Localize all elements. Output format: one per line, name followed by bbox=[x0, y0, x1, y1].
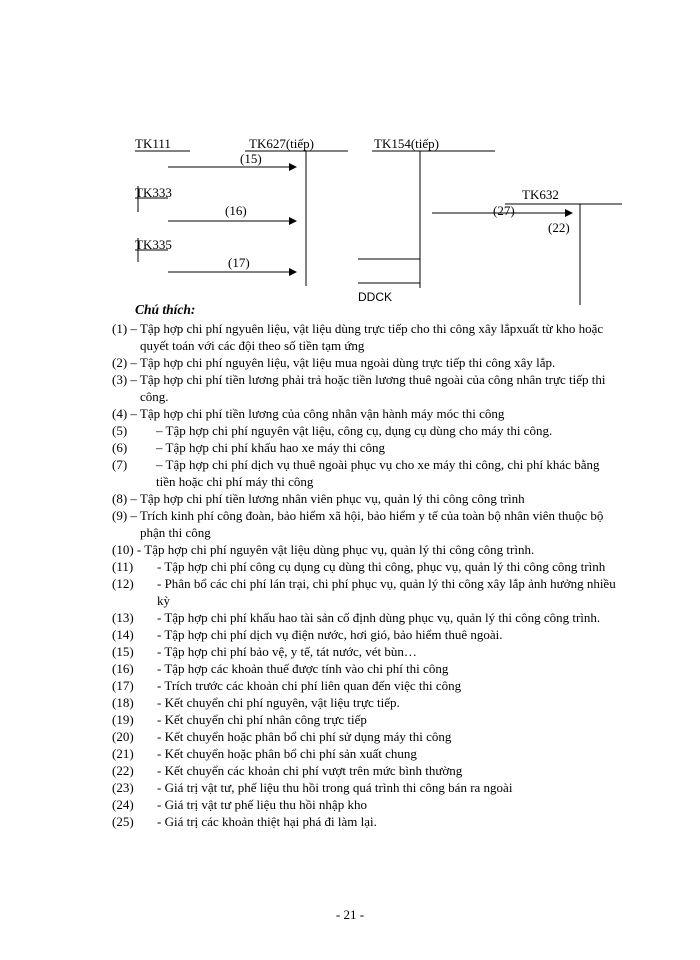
note-number: (16) bbox=[112, 661, 134, 676]
note-number: (13) bbox=[112, 610, 134, 625]
note-item bbox=[112, 762, 617, 779]
note-text: - Giá trị vật tư phế liệu thu hồi nhập kho bbox=[157, 797, 367, 812]
note-item bbox=[112, 558, 617, 575]
note-item bbox=[112, 490, 617, 507]
note-text: (2) – Tập hợp chi phí nguyên liệu, vật liệu mua ngoài dùng trực tiếp thi công xây lắp. bbox=[112, 355, 556, 370]
note-number: (17) bbox=[112, 678, 134, 693]
note-item bbox=[112, 456, 617, 490]
note-text: (10) - Tập hợp chi phí nguyên vật liệu dùng phục vụ, quản lý thi công công trình. bbox=[112, 542, 535, 557]
note-number: (23) bbox=[112, 780, 134, 795]
note-item bbox=[112, 813, 617, 830]
note-item bbox=[112, 371, 617, 405]
note-item bbox=[112, 575, 617, 609]
note-number: (22) bbox=[112, 763, 134, 778]
note-text: – Tập hợp chi phí dịch vụ thuê ngoài phục vụ cho xe máy thi công, chi phí khác bằng tiền hoặc chi phí máy thi công bbox=[156, 457, 600, 489]
note-number: (21) bbox=[112, 746, 134, 761]
note-text: – Tập hợp chi phí nguyên vật liệu, công cụ, dụng cụ dùng cho máy thi công. bbox=[156, 423, 553, 438]
tk111-label: TK111 bbox=[135, 136, 171, 151]
note-text: - Phân bổ các chi phí lán trại, chi phí phục vụ, quản lý thi công xây lắp ảnh hưởng nhiều kỳ bbox=[157, 576, 616, 608]
page-number: - 21 - bbox=[335, 907, 365, 922]
note-number: (5) bbox=[112, 423, 128, 438]
note-text: (9) – Trích kinh phí công đoàn, bảo hiểm xã hội, bảo hiểm y tế của toàn bộ nhân viên thuộc bộ phận thi công bbox=[112, 508, 604, 540]
note-number: (14) bbox=[112, 627, 134, 642]
tk335-label: TK335 bbox=[135, 237, 172, 252]
note-number: (6) bbox=[112, 440, 128, 455]
note-item bbox=[112, 796, 617, 813]
note-item bbox=[112, 405, 617, 422]
note-text: (8) – Tập hợp chi phí tiền lương nhân viên phục vụ, quản lý thi công công trình bbox=[112, 491, 525, 506]
notes-title: Chú thích: bbox=[135, 302, 196, 317]
note-item bbox=[112, 660, 617, 677]
note-text: - Tập hợp chi phí bảo vệ, y tế, tát nước, vét bùn… bbox=[157, 644, 417, 659]
note-item bbox=[112, 541, 617, 558]
tk333-label: TK333 bbox=[135, 185, 172, 200]
note-text: - Kết chuyển các khoản chi phí vượt trên mức bình thường bbox=[157, 763, 463, 778]
note-number: (19) bbox=[112, 712, 134, 727]
note-item bbox=[112, 320, 617, 354]
note-text: - Kết chuyển chi phí nguyên, vật liệu trực tiếp. bbox=[157, 695, 400, 710]
ddck-label: DDCK bbox=[358, 290, 393, 304]
note-number: (20) bbox=[112, 729, 134, 744]
note-text: – Tập hợp chi phí khấu hao xe máy thi công bbox=[156, 440, 386, 455]
arrow-17-label: (17) bbox=[228, 255, 250, 270]
notes-list bbox=[112, 320, 617, 830]
arrow-15-label: (15) bbox=[240, 151, 262, 166]
note-item bbox=[112, 609, 617, 626]
arrow-16-label: (16) bbox=[225, 203, 247, 218]
note-number: (24) bbox=[112, 797, 134, 812]
note-item bbox=[112, 626, 617, 643]
note-item bbox=[112, 643, 617, 660]
note-text: - Giá trị vật tư, phế liệu thu hồi trong quá trình thi công bán ra ngoài bbox=[157, 780, 513, 795]
note-item bbox=[112, 694, 617, 711]
arrow-27-label: (27) bbox=[493, 203, 515, 218]
note-number: (25) bbox=[112, 814, 134, 829]
note-text: - Kết chuyển hoặc phân bổ chi phí sản xuất chung bbox=[157, 746, 417, 761]
note-number: (18) bbox=[112, 695, 134, 710]
note-text: - Kết chuyển hoặc phân bổ chi phí sử dụng máy thi công bbox=[157, 729, 452, 744]
note-item bbox=[112, 439, 617, 456]
note-item bbox=[112, 779, 617, 796]
note-item bbox=[112, 507, 617, 541]
note-text: (1) – Tập hợp chi phí ngyuên liệu, vật liệu dùng trực tiếp cho thi công xây lắpxuất từ kho hoặc quyết toán với các đội theo số tiền tạm ứng bbox=[112, 321, 604, 353]
note-text: (3) – Tập hợp chi phí tiền lương phải trả hoặc tiền lương thuê ngoài của công nhân trực tiếp thi công. bbox=[112, 372, 606, 404]
note-number: (12) bbox=[112, 576, 134, 591]
arrow-22-label: (22) bbox=[548, 220, 570, 235]
note-item bbox=[112, 354, 617, 371]
tk154-label: TK154(tiếp) bbox=[374, 136, 439, 151]
note-text: - Tập hợp chi phí công cụ dụng cụ dùng thi công, phục vụ, quản lý thi công công trình bbox=[157, 559, 606, 574]
note-text: - Tập hợp chi phí khấu hao tài sản cố định dùng phục vụ, quản lý thi công công trình. bbox=[157, 610, 601, 625]
diagram-lines bbox=[0, 0, 700, 310]
account-flow-diagram bbox=[0, 0, 700, 310]
note-item bbox=[112, 711, 617, 728]
note-item bbox=[112, 677, 617, 694]
note-text: - Tập hợp chi phí dịch vụ điện nước, hơi gió, bảo hiểm thuê ngoài. bbox=[157, 627, 503, 642]
note-text: (4) – Tập hợp chi phí tiền lương của công nhân vận hành máy móc thi công bbox=[112, 406, 505, 421]
note-item bbox=[112, 745, 617, 762]
note-item bbox=[112, 422, 617, 439]
note-item bbox=[112, 728, 617, 745]
note-text: - Kết chuyển chi phí nhân công trực tiếp bbox=[157, 712, 367, 727]
tk627-label: TK627(tiếp) bbox=[249, 136, 314, 151]
note-number: (7) bbox=[112, 457, 128, 472]
tk632-label: TK632 bbox=[522, 187, 559, 202]
note-text: - Giá trị các khoản thiệt hại phá đi làm lại. bbox=[157, 814, 377, 829]
note-text: - Trích trước các khoản chi phí liên quan đến việc thi công bbox=[157, 678, 462, 693]
note-number: (11) bbox=[112, 559, 134, 574]
note-text: - Tập hợp các khoản thuế được tính vào chi phí thi công bbox=[157, 661, 449, 676]
note-number: (15) bbox=[112, 644, 134, 659]
